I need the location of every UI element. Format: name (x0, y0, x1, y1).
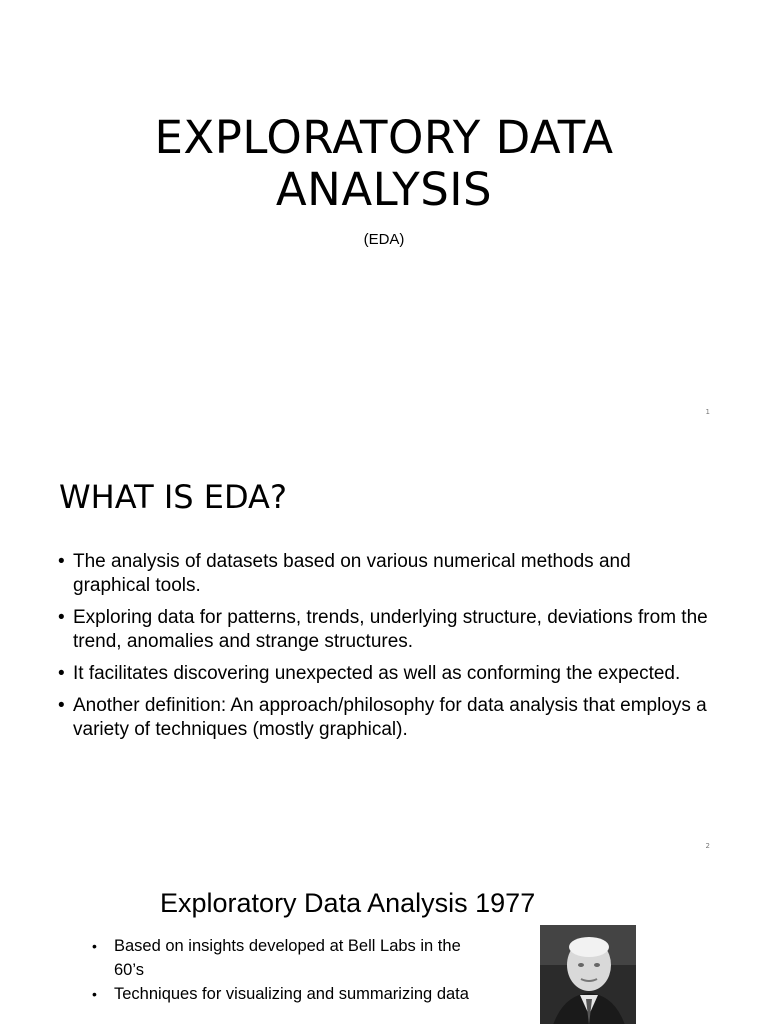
slide-3-bullet-list (92, 934, 472, 1006)
slide-1 (0, 0, 768, 434)
slide-3-title: Exploratory Data Analysis 1977 (160, 888, 536, 918)
slide-1-title-line-1: EXPLORATORY DATA (154, 111, 614, 164)
bullet-item (92, 934, 472, 982)
bullet-icon: • (58, 663, 65, 684)
slide-1-title (0, 112, 768, 216)
slide-2-bullet-list (58, 550, 708, 750)
bullet-item (92, 982, 472, 1006)
slide-2-page-number: 2 (705, 842, 710, 850)
bullet-text: The analysis of datasets based on various numerical methods and graphical tools. (73, 551, 631, 596)
slide-1-title-line-2: ANALYSIS (275, 163, 493, 216)
portrait-photo-icon (540, 925, 636, 1024)
bullet-text: Techniques for visualizing and summarizing data (114, 985, 469, 1003)
bullet-item (58, 606, 708, 654)
bullet-icon: • (92, 986, 97, 1002)
bullet-icon: • (58, 607, 65, 628)
slide-1-page-number: 1 (705, 408, 710, 416)
bullet-item (58, 662, 708, 686)
slide-2-title: WHAT IS EDA? (59, 478, 287, 516)
bullet-text: Exploring data for patterns, trends, underlying structure, deviations from the trend, anomalies and strange structures. (73, 607, 708, 652)
bullet-icon: • (92, 938, 97, 954)
bullet-item (58, 550, 708, 598)
bullet-icon: • (58, 695, 65, 716)
bullet-text: Another definition: An approach/philosophy for data analysis that employs a variety of techniques (mostly graphical). (73, 695, 707, 740)
slide-1-subtitle: (EDA) (363, 231, 405, 248)
slide-2 (0, 434, 768, 868)
bullet-icon: • (58, 551, 65, 572)
bullet-item (58, 694, 708, 742)
slide-3 (0, 868, 768, 1024)
bullet-text: It facilitates discovering unexpected as well as conforming the expected. (73, 663, 681, 684)
bullet-text: Based on insights developed at Bell Labs in the 60’s (114, 937, 461, 979)
